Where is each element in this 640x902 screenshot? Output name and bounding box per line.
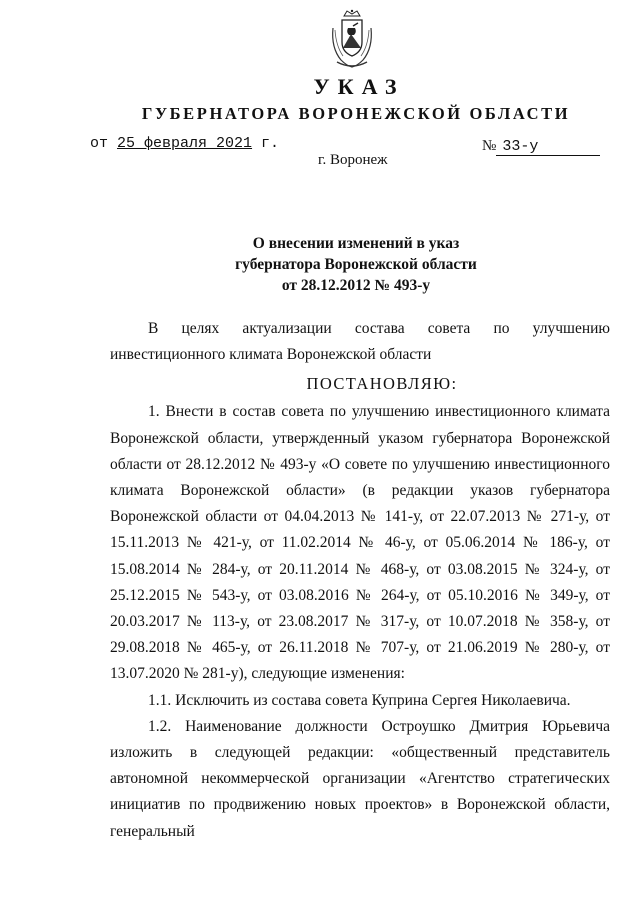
coat-of-arms-emblem	[327, 8, 377, 70]
document-issuer: ГУБЕРНАТОРА ВОРОНЕЖСКОЙ ОБЛАСТИ	[141, 104, 571, 123]
subject-line-3: от 28.12.2012 № 493-у	[281, 277, 431, 294]
decree-number	[482, 138, 600, 156]
decree-city: г. Воронеж	[318, 152, 388, 168]
item-1-2-paragraph: 1.2. Наименование должности Остроушко Дмитрия Юрьевича изложить в следующей редакции: «общественный представитель автономной некоммерческой организации «Агентство стратегических инициатив по продвижению новых проектов» в Воронежской области, генеральный	[110, 717, 610, 840]
decree-word: ПОСТАНОВЛЯЮ:	[306, 374, 458, 394]
item-1-1-paragraph: 1.1. Исключить из состава совета Куприна Сергея Николаевича.	[148, 691, 571, 709]
document-title: УКАЗ	[313, 74, 405, 99]
subject-line-1: О внесении изменений в указ	[252, 235, 460, 252]
item-1-paragraph: 1. Внести в состав совета по улучшению инвестиционного климата Воронежской области, утвержденный указом губернатора Воронежской области от 28.12.2012 № 493-у «О совете по улучшению инвестиционного климата Воронежской области» (в редакции указов губернатора Воронежской области от 04.04.2013 № 141-у, от 22.07.2013 № 271-у, от 15.11.2013 № 421-у, от 11.02.2014 № 46-у, от 05.06.2014 № 186-у, от 15.08.2014 № 284-у, от 20.11.2014 № 468-у, от 03.08.2015 № 324-у, от 25.12.2015 № 543-у, от 03.08.2016 № 264-у, от 05.10.2016 № 349-у, от 20.03.2017 № 113-у, от 23.08.2017 № 317-у, от 10.07.2018 № 358-у, от 29.08.2018 № 465-у, от 26.11.2018 № 707-у, от 21.06.2019 № 280-у, от 13.07.2020 № 281-у), следующие изменения:	[110, 403, 610, 683]
preamble-paragraph: В целях актуализации состава совета по улучшению инвестиционного климата Воронежской области	[110, 320, 610, 364]
date-value: 25 февраля 2021	[117, 135, 253, 152]
number-value: 33-у	[496, 138, 600, 156]
subject-line-2: губернатора Воронежской области	[235, 256, 477, 273]
date-prefix: от	[90, 135, 118, 152]
date-suffix: г.	[252, 135, 280, 152]
decree-body	[110, 316, 610, 845]
decree-date	[90, 135, 279, 152]
number-sign: №	[482, 138, 497, 154]
decree-subject	[0, 233, 640, 296]
